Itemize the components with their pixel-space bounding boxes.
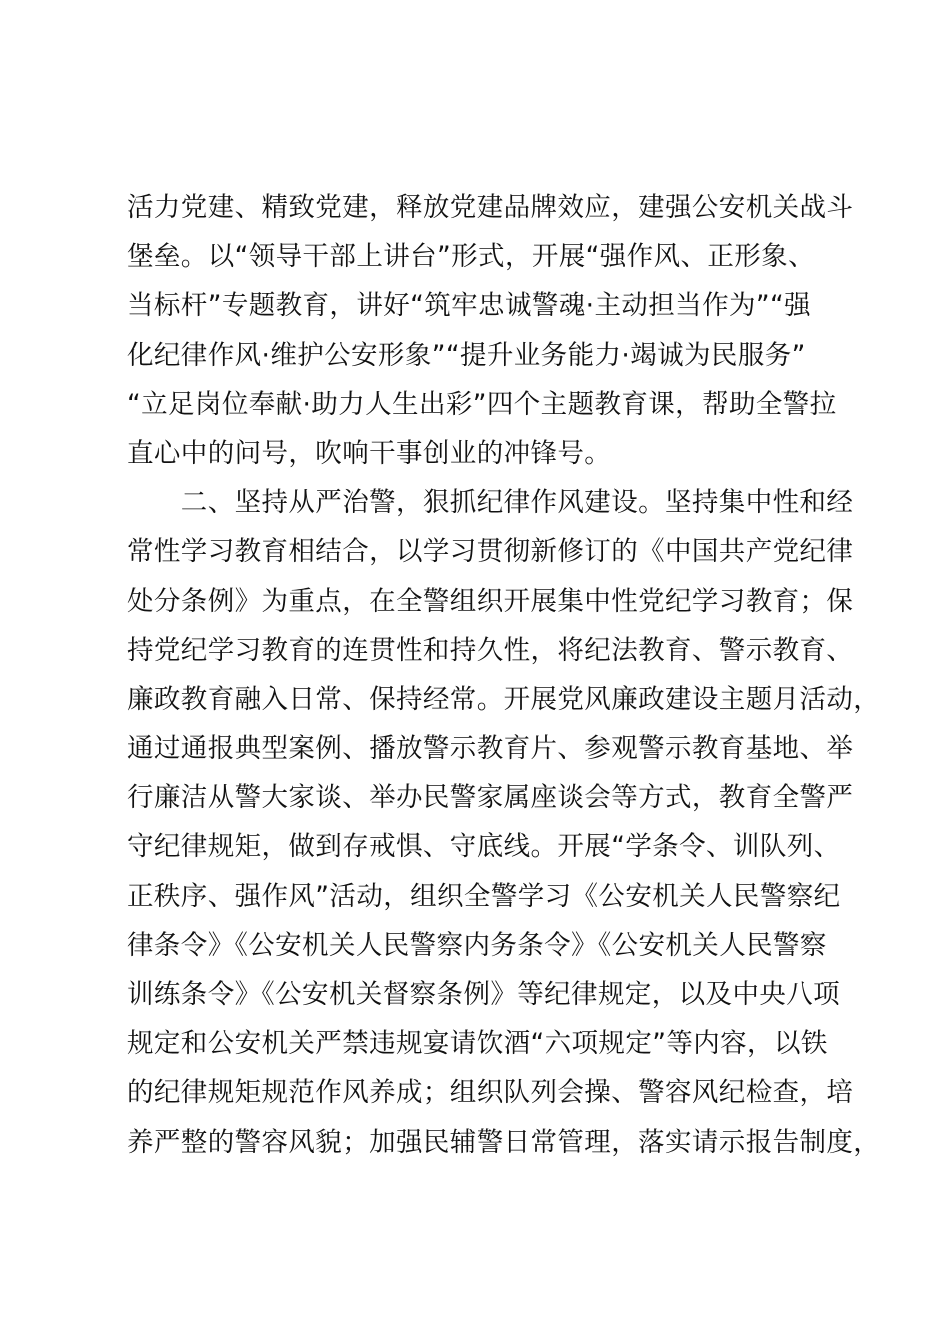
text-line: 持党纪学习教育的连贯性和持久性，将纪法教育、警示教育、 <box>127 634 854 666</box>
text-line: 行廉洁从警大家谈、举办民警家属座谈会等方式，教育全警严 <box>127 782 854 814</box>
text-line: 守纪律规矩，做到存戒惧、守底线。开展“学条令、训队列、 <box>127 831 841 863</box>
text-line: 当标杆”专题教育，讲好“筑牢忠诚警魂·主动担当作为”“强 <box>127 290 812 322</box>
section-heading-line: 二、坚持从严治警，狠抓纪律作风建设。坚持集中性和经 <box>127 487 854 519</box>
text-line: 正秩序、强作风”活动，组织全警学习《公安机关人民警察纪 <box>127 880 841 912</box>
text-line: 堡垒。以“领导干部上讲台”形式，开展“强作风、正形象、 <box>127 241 815 273</box>
text-line: 的纪律规矩规范作风养成；组织队列会操、警容风纪检查，培 <box>127 1077 854 1109</box>
text-line: 律条令》《公安机关人民警察内务条令》《公安机关人民警察 <box>127 929 827 961</box>
text-line: “立足岗位奉献·助力人生出彩”四个主题教育课，帮助全警拉 <box>127 388 837 420</box>
text-line: 直心中的问号，吹响干事创业的冲锋号。 <box>127 437 612 469</box>
text-line: 处分条例》为重点，在全警组织开展集中性党纪学习教育；保 <box>127 585 854 617</box>
text-line: 规定和公安机关严禁违规宴请饮酒“六项规定”等内容，以铁 <box>127 1028 828 1060</box>
text-line: 训练条令》《公安机关督察条例》等纪律规定，以及中央八项 <box>127 979 841 1010</box>
text-line: 养严整的警容风貌；加强民辅警日常管理，落实请示报告制度， <box>127 1126 881 1158</box>
text-line: 常性学习教育相结合，以学习贯彻新修订的《中国共产党纪律 <box>127 536 854 568</box>
body-text <box>127 183 881 1167</box>
text-line: 廉政教育融入日常、保持经常。开展党风廉政建设主题月活动， <box>127 683 881 715</box>
text-line: 活力党建、精致党建，释放党建品牌效应，建强公安机关战斗 <box>127 192 854 223</box>
text-line: 化纪律作风·维护公安形象”“提升业务能力·竭诚为民服务” <box>127 339 806 371</box>
text-line: 通过通报典型案例、播放警示教育片、参观警示教育基地、举 <box>127 733 854 765</box>
